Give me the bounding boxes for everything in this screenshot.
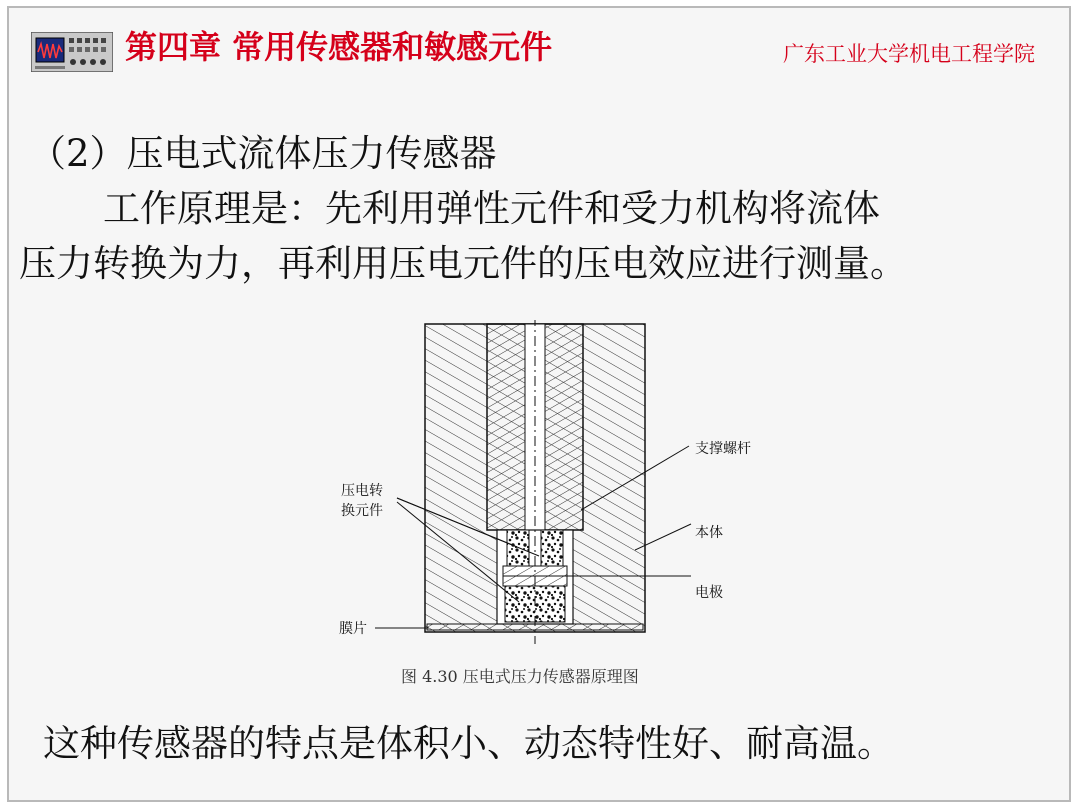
label-support-screw: 支撑螺杆	[695, 441, 751, 457]
chapter-title: 第四章 常用传感器和敏感元件	[125, 28, 553, 66]
label-piezo-line-1: 压电转	[341, 483, 383, 499]
principle-line-1: 工作原理是：先利用弹性元件和受力机构将流体	[29, 187, 880, 230]
school-name: 广东工业大学机电工程学院	[783, 42, 1035, 66]
piezo-element-upper-left	[507, 530, 529, 566]
figure-caption: 图 4.30 压电式压力传感器原理图	[401, 667, 639, 686]
principle-line-2: 压力转换为力，再利用压电元件的压电效应进行测量。	[19, 242, 907, 285]
label-electrode: 电极	[695, 585, 723, 601]
sensor-diagram	[335, 320, 755, 665]
piezo-element-upper-right	[541, 530, 563, 566]
label-body: 本体	[695, 525, 723, 541]
section-subtitle: （2）压电式流体压力传感器	[29, 132, 497, 175]
slide-header	[9, 8, 1069, 88]
conclusion-text: 这种传感器的特点是体积小、动态特性好、耐高温。	[43, 722, 894, 765]
slide	[7, 6, 1071, 802]
oscilloscope-logo-icon	[31, 32, 113, 72]
label-piezo-line-2: 换元件	[341, 503, 383, 519]
label-diaphragm: 膜片	[339, 621, 367, 637]
